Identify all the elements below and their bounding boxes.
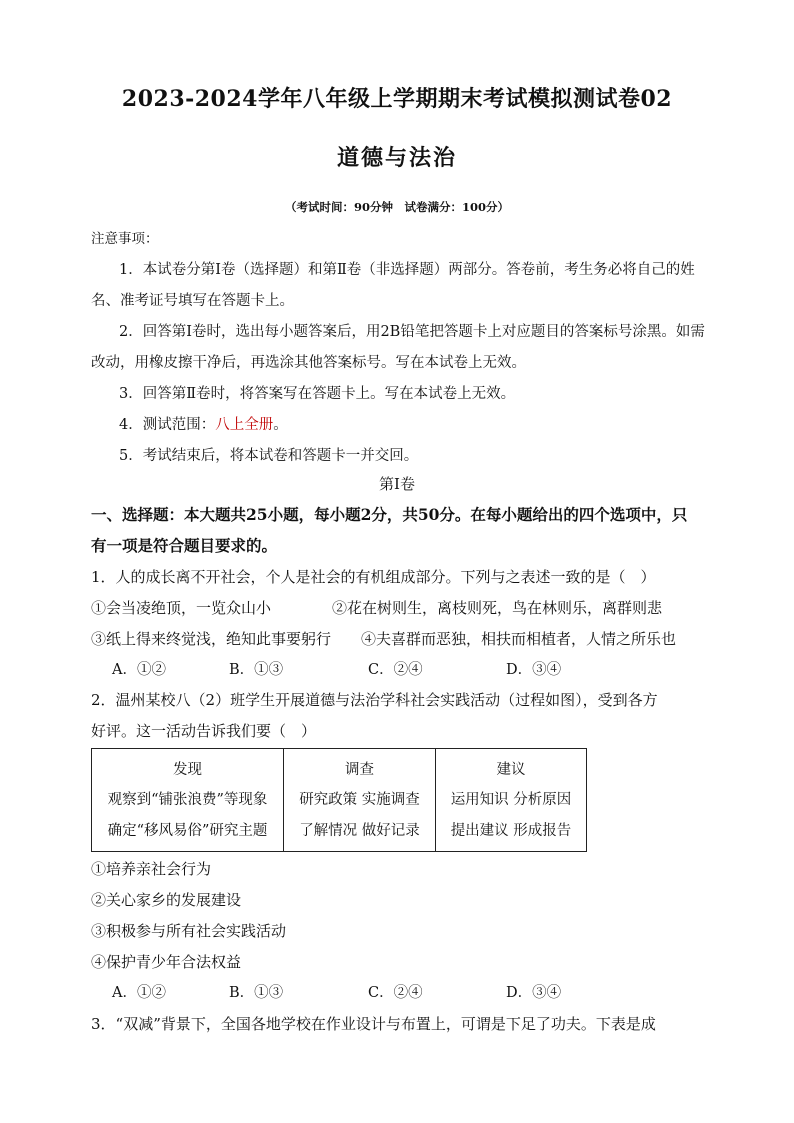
table-cell: 运用知识 分析原因 [450, 792, 572, 808]
q1-option-b: B．①③ [229, 662, 284, 678]
note-5: 5．考试结束后，将本试卷和答题卡一并交回。 [119, 448, 419, 464]
exam-title: 2023-2024学年八年级上学期期末考试模拟测试卷02 [121, 86, 673, 112]
table-cell: 提出建议 形成报告 [450, 823, 572, 839]
test-range: 八上全册 [215, 417, 274, 433]
q2-statement-2: ②关心家乡的发展建设 [91, 891, 242, 909]
q1-option-d: D．③④ [506, 662, 562, 678]
table-head-survey: 调查 [345, 762, 374, 778]
table-head-suggest: 建议 [496, 762, 526, 778]
q1-option-c: C．②④ [368, 662, 423, 678]
q1-statement-3: ③纸上得来终觉浅，绝知此事要躬行 [91, 630, 332, 648]
table-column-survey [284, 749, 436, 852]
q1-statement-4: ④夫喜群而恶独，相扶而相植者，人情之所乐也 [361, 630, 677, 648]
notes-heading: 注意事项： [91, 231, 159, 247]
q2-option-a: A．①② [112, 985, 166, 1001]
table-column-discover [92, 749, 284, 852]
note-4 [119, 415, 288, 435]
q2-option-d: D．③④ [506, 985, 562, 1001]
q1-statement-2: ②花在树则生，离枝则死，鸟在林则乐，离群则悲 [332, 599, 663, 617]
section-1-line-1: 一、选择题：本大题共25小题，每小题2分，共50分。在每小题给出的四个选项中，只 [91, 505, 688, 524]
table-cell: 研究政策 实施调查 [299, 792, 420, 808]
q2-stem-line-2: 好评。这一活动告诉我们要（ ） [91, 722, 317, 740]
note-2-line-2: 改动，用橡皮擦干净后，再选涂其他答案标号。写在本试卷上无效。 [91, 355, 526, 371]
note-2-line-1: 2．回答第Ⅰ卷时，选出每小题答案后，用2B铅笔把答题卡上对应题目的答案标号涂黑。如需 [119, 324, 705, 340]
note-4-suffix: 。 [273, 417, 288, 433]
section-1-line-2: 有一项是符合题目要求的。 [91, 536, 278, 555]
table-cell: 确定“移风易俗”研究主题 [107, 823, 268, 839]
q1-statement-1: ①会当凌绝顶，一览众山小 [91, 599, 272, 617]
q1-stem: 1．人的成长离不开社会，个人是社会的有机组成部分。下列与之表述一致的是（ ） [91, 568, 656, 586]
exam-info: （考试时间：90分钟 试卷满分：100分） [284, 200, 509, 214]
q2-option-b: B．①③ [229, 985, 284, 1001]
q3-stem-line-1: 3．“双减”背景下，全国各地学校在作业设计与布置上，可谓是下足了功夫。下表是成 [91, 1015, 656, 1033]
note-3: 3．回答第Ⅱ卷时，将答案写在答题卡上。写在本试卷上无效。 [119, 386, 516, 402]
volume-heading: 第Ⅰ卷 [379, 475, 415, 493]
note-1-line-1: 1．本试卷分第Ⅰ卷（选择题）和第Ⅱ卷（非选择题）两部分。答卷前，考生务必将自己的姓 [119, 262, 695, 278]
note-1-line-2: 名、准考证号填写在答题卡上。 [91, 293, 294, 309]
table-column-suggest [436, 749, 587, 852]
q2-statement-3: ③积极参与所有社会实践活动 [91, 922, 287, 940]
table-cell: 了解情况 做好记录 [299, 823, 420, 839]
q1-option-a: A．①② [112, 662, 166, 678]
subject-title: 道德与法治 [336, 145, 457, 171]
q2-statement-4: ④保护青少年合法权益 [91, 953, 242, 971]
note-4-prefix: 4．测试范围： [119, 417, 216, 433]
q2-statement-1: ①培养亲社会行为 [91, 860, 212, 878]
q2-option-c: C．②④ [368, 985, 423, 1001]
table-cell: 观察到“铺张浪费”等现象 [107, 792, 268, 808]
activity-process-table [91, 748, 587, 852]
q2-stem-line-1: 2．温州某校八（2）班学生开展道德与法治学科社会实践活动（过程如图），受到各方 [91, 691, 658, 709]
table-head-discover: 发现 [173, 762, 202, 778]
